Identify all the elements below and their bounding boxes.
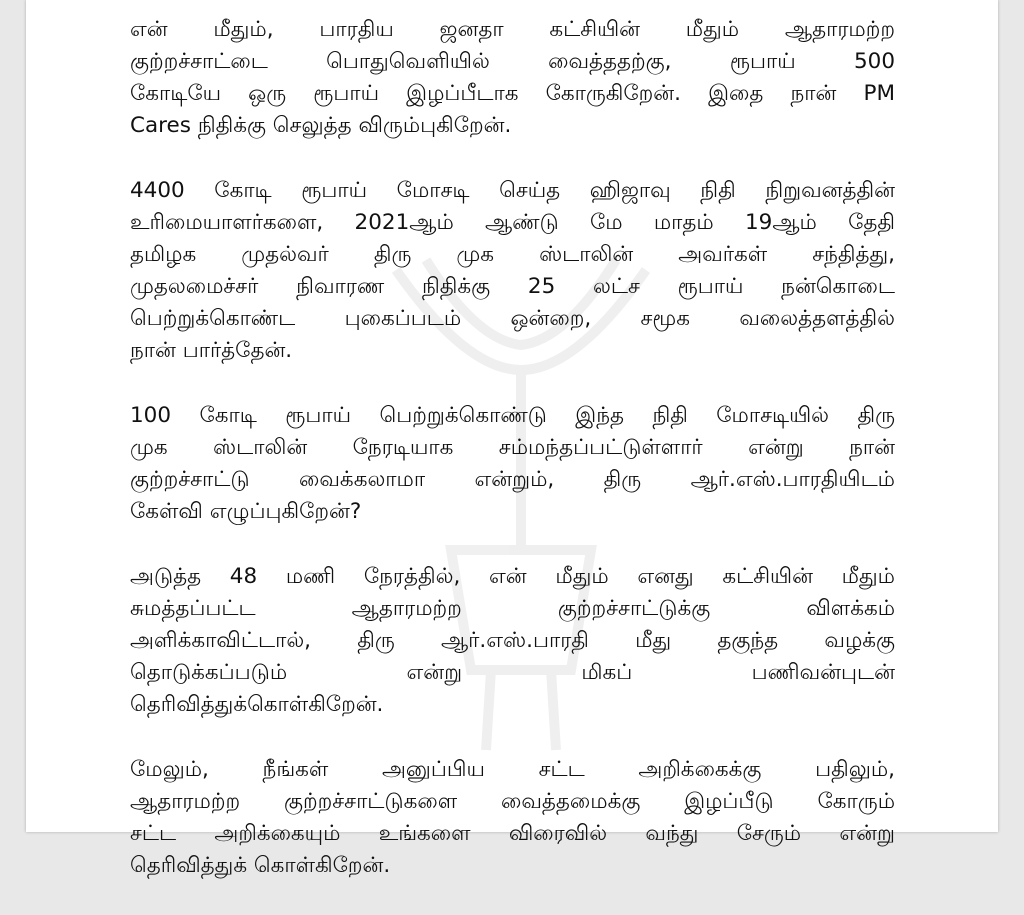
text-line: அடுத்த 48 மணி நேரத்தில், என் மீதும் எனது கட்சியின் மீதும் [130, 564, 895, 589]
text-line: கேள்வி எழுப்புகிறேன்? [130, 499, 362, 524]
text-line: பெற்றுக்கொண்ட புகைப்படம் ஒன்றை, சமூக வலைத்தளத்தில் [130, 306, 895, 331]
paragraph-2 [130, 175, 895, 367]
text-line: தமிழக முதல்வர் திரு முக ஸ்டாலின் அவர்கள் சந்தித்து, [130, 242, 895, 267]
text-line: குற்றச்சாட்டை பொதுவெளியில் வைத்ததற்கு, ரூபாய் 500 [130, 49, 895, 74]
paragraph-1 [130, 14, 895, 142]
text-line: முதலமைச்சர் நிவாரண நிதிக்கு 25 லட்ச ரூபாய் நன்கொடை [130, 274, 895, 299]
text-line: குற்றச்சாட்டு வைக்கலாமா என்றும், திரு ஆர்.எஸ்.பாரதியிடம் [130, 467, 895, 492]
text-line: உரிமையாளர்களை, 2021ஆம் ஆண்டு மே மாதம் 19ஆம் தேதி [130, 210, 895, 235]
text-line: தெரிவித்துக்கொள்கிறேன். [130, 692, 384, 717]
text-line: தெரிவித்துக் கொள்கிறேன். [130, 853, 391, 878]
text-line: சுமத்தப்பட்ட ஆதாரமற்ற குற்றச்சாட்டுக்கு விளக்கம் [130, 596, 895, 621]
text-line: அளிக்காவிட்டால், திரு ஆர்.எஸ்.பாரதி மீது தகுந்த வழக்கு [130, 628, 895, 653]
text-line: ஆதாரமற்ற குற்றச்சாட்டுகளை வைத்தமைக்கு இழப்பீடு கோரும் [130, 789, 895, 814]
paragraph-3 [130, 400, 895, 528]
text-line: மேலும், நீங்கள் அனுப்பிய சட்ட அறிக்கைக்கு பதிலும், [130, 757, 895, 782]
text-line: சட்ட அறிக்கையும் உங்களை விரைவில் வந்து சேரும் என்று [130, 821, 895, 846]
text-line: 4400 கோடி ரூபாய் மோசடி செய்த ஹிஜாவு நிதி நிறுவனத்தின் [130, 178, 895, 203]
text-line: 100 கோடி ரூபாய் பெற்றுக்கொண்டு இந்த நிதி மோசடியில் திரு [130, 403, 895, 428]
letter-body [130, 14, 895, 915]
paragraph-4 [130, 561, 895, 721]
text-line: கோடியே ஒரு ரூபாய் இழப்பீடாக கோருகிறேன். இதை நான் PM [130, 81, 895, 106]
text-line: முக ஸ்டாலின் நேரடியாக சம்மந்தப்பட்டுள்ளார் என்று நான் [130, 435, 895, 460]
document-page [26, 0, 998, 878]
text-line: என் மீதும், பாரதிய ஜனதா கட்சியின் மீதும் ஆதாரமற்ற [130, 17, 895, 42]
text-line: தொடுக்கப்படும் என்று மிகப் பணிவன்புடன் [130, 660, 895, 685]
text-line: நான் பார்த்தேன். [130, 338, 293, 363]
text-line: Cares நிதிக்கு செலுத்த விரும்புகிறேன். [130, 113, 512, 138]
paragraph-5 [130, 754, 895, 882]
